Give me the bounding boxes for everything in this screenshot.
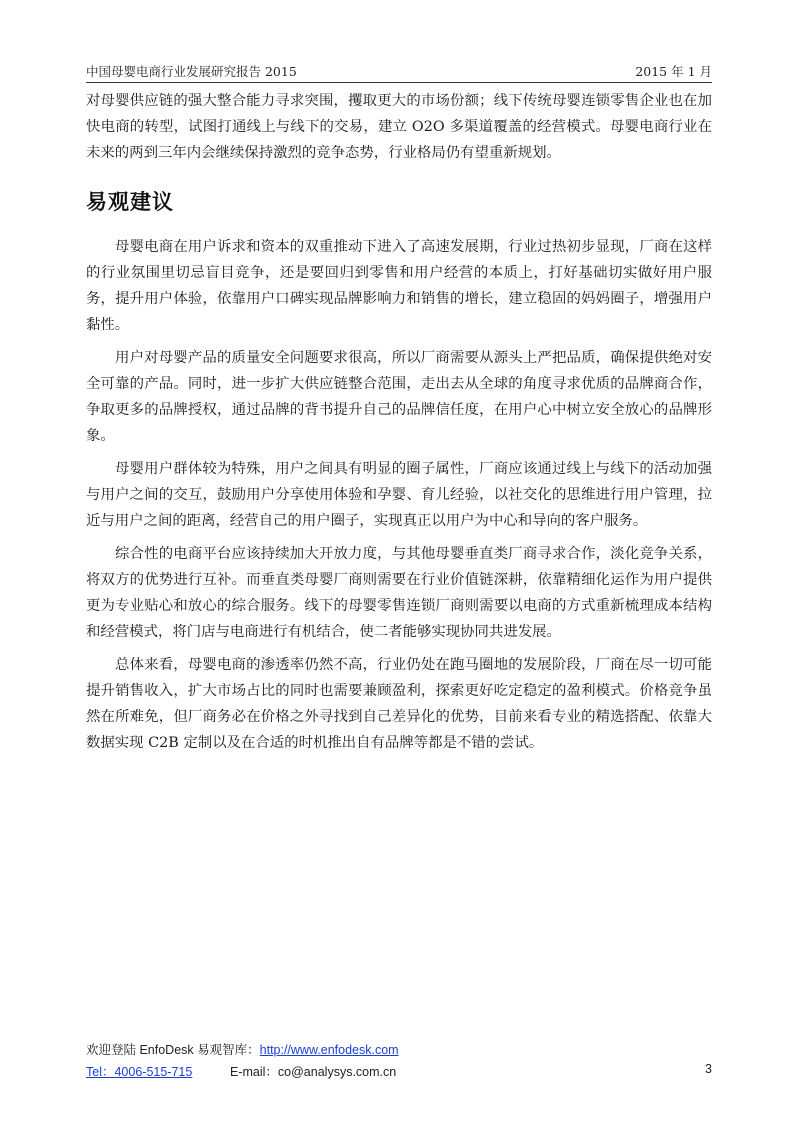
footer-contact-row	[86, 1062, 712, 1084]
email-text: E-mail：co@analysys.com.cn	[230, 1065, 397, 1079]
paragraph: 用户对母婴产品的质量安全问题要求很高，所以厂商需要从源头上严把品质，确保提供绝对安全可靠的产品。同时，进一步扩大供应链整合范围，走出去从全球的角度寻求优质的品牌商合作，争取更多的品牌授权，通过品牌的背书提升自己的品牌信任度，在用户心中树立安全放心的品牌形象。	[86, 350, 712, 444]
footer-welcome-row	[86, 1040, 712, 1062]
page-content	[86, 88, 712, 763]
page-header	[86, 58, 712, 83]
report-date: 2015 年 1 月	[635, 64, 712, 79]
section-heading: 易观建议	[86, 190, 174, 214]
paragraph: 综合性的电商平台应该持续加大开放力度，与其他母婴垂直类厂商寻求合作，淡化竞争关系，将双方的优势进行互补。而垂直类母婴厂商则需要在行业价值链深耕，依靠精细化运作为用户提供更为专业贴心和放心的综合服务。线下的母婴零售连锁厂商则需要以电商的方式重新梳理成本结构和经营模式，将门店与电商进行有机结合，使二者能够实现协同共进发展。	[86, 546, 712, 640]
page-number: 3	[705, 1062, 712, 1076]
paragraph: 总体来看，母婴电商的渗透率仍然不高，行业仍处在跑马圈地的发展阶段，厂商在尽一切可能提升销售收入，扩大市场占比的同时也需要兼顾盈利，探索更好吃定稳定的盈利模式。价格竞争虽然在所难免，但厂商务必在价格之外寻找到自己差异化的优势，目前来看专业的精选搭配、依靠大数据实现 C2B 定制以及在合适的时机推出自有品牌等都是不错的尝试。	[86, 657, 712, 751]
page-footer	[86, 1040, 712, 1084]
report-title: 中国母婴电商行业发展研究报告 2015	[86, 64, 297, 79]
intro-paragraph: 对母婴供应链的强大整合能力寻求突围，攫取更大的市场份额；线下传统母婴连锁零售企业也在加快电商的转型，试图打通线上与线下的交易，建立 O2O 多渠道覆盖的经营模式。母婴电商行业在未来的两到三年内会继续保持激烈的竞争态势，行业格局仍有望重新规划。	[86, 93, 712, 161]
tel-link[interactable]: Tel：4006-515-715	[86, 1065, 193, 1079]
paragraph: 母婴电商在用户诉求和资本的双重推动下进入了高速发展期，行业过热初步显现，厂商在这样的行业氛围里切忌盲目竞争，还是要回归到零售和用户经营的本质上，打好基础切实做好用户服务，提升用户体验，依靠用户口碑实现品牌影响力和销售的增长，建立稳固的妈妈圈子，增强用户黏性。	[86, 239, 712, 333]
website-link[interactable]: http://www.enfodesk.com	[259, 1043, 399, 1057]
footer-welcome-text: 欢迎登陆 EnfoDesk 易观智库：	[86, 1043, 260, 1057]
paragraph: 母婴用户群体较为特殊，用户之间具有明显的圈子属性，厂商应该通过线上与线下的活动加强与用户之间的交互，鼓励用户分享使用体验和孕婴、育儿经验，以社交化的思维进行用户管理，拉近与用户之间的距离，经营自己的用户圈子，实现真正以用户为中心和导向的客户服务。	[86, 461, 712, 529]
